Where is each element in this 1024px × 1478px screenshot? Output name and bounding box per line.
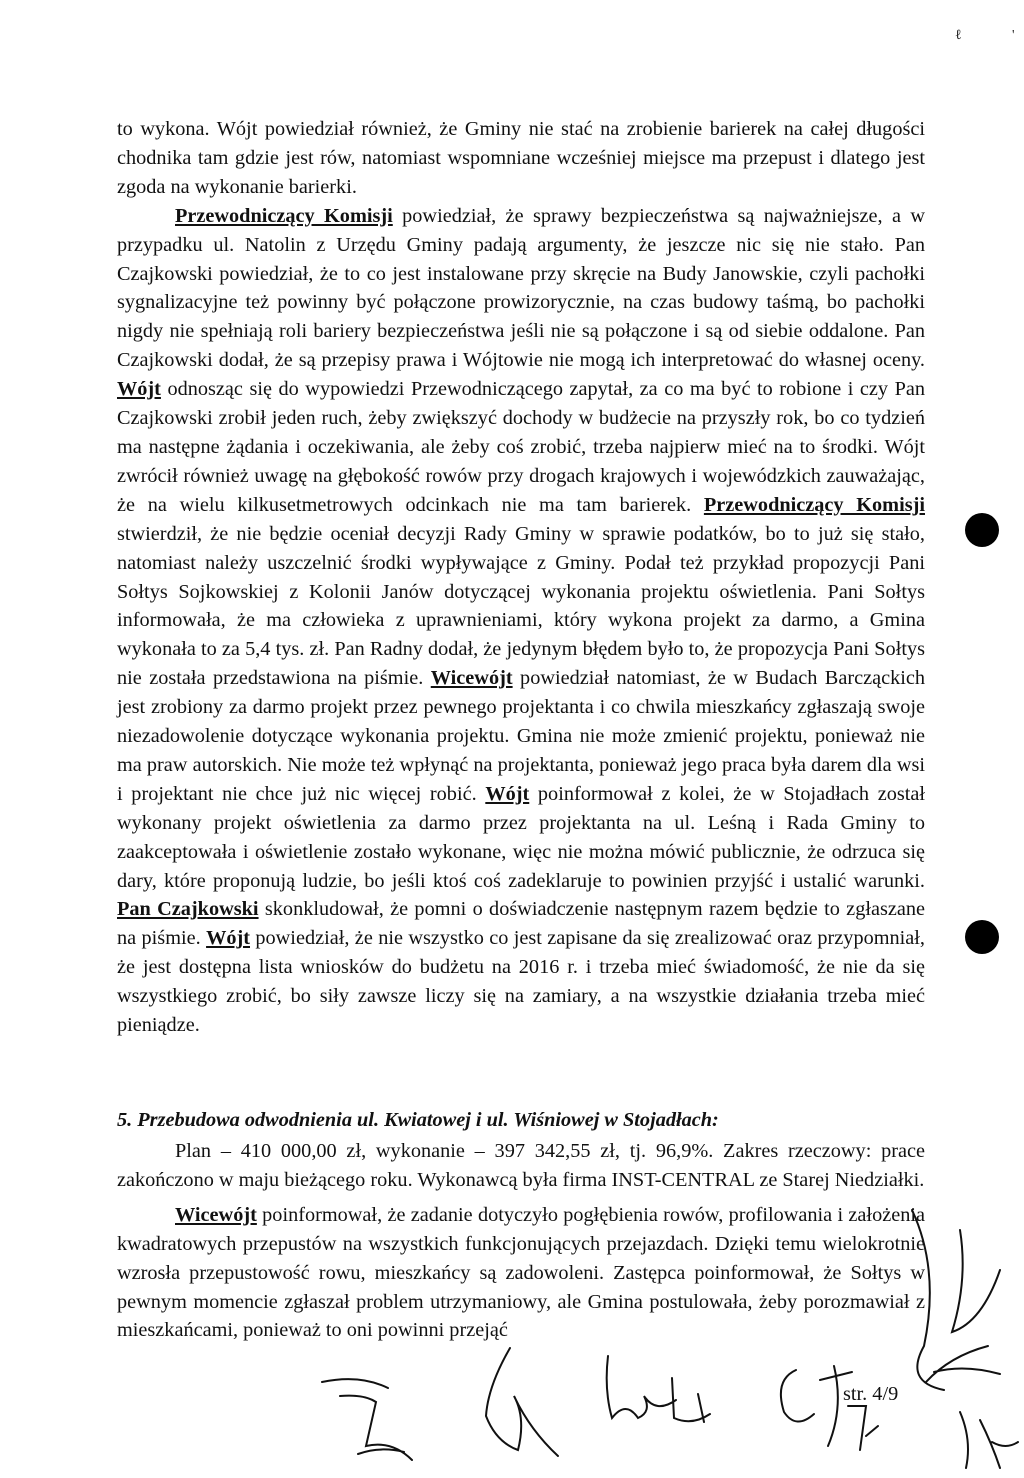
speaker-label: Pan Czajkowski xyxy=(117,898,259,921)
paragraph-text: stwierdził, że nie będzie oceniał decyzji Rady Gminy w sprawie podatków, bo to już się stało, natomiast należy uszczelnić środki wypływające z Gminy. Podał też przykład propozycji Pani Sołtys Sojkowskiej z Kolonii Janów dotyczącej wykonania projektu oświetlenia. Pani Sołtys informowała, że ma człowieka z uprawnieniami, który wykona projekt za darmo, a Gmina wykonała to za 5,4 tys. zł. Pan Radny dodał, że jedynym błędem było to, że propozycja Pani Sołtys nie została przedstawiona na piśmie. xyxy=(117,522,925,690)
speaker-label: Wicewójt xyxy=(175,1203,257,1226)
signature-mark-6 xyxy=(960,1412,1018,1468)
paragraph-text: odnosząc się do wypowiedzi Przewodniczącego zapytał, za co ma być to robione i czy Pan Czajkowski zrobił jeden ruch, żeby zwiększyć dochody w budżecie na przyszły rok, bo co tydzień ma następne żądania i oczekiwania, ale żeby coś zrobić, trzeba najpierw mieć na to środki. Wójt zwrócił również uwagę na głębokość rowów przy drogach krajowych i wojewódzkich zauważając, że na wielu kilkusetmetrowych odcinkach nie ma tam barierek. xyxy=(117,378,925,516)
section-heading: 5. Przebudowa odwodnienia ul. Kwiatowej i ul. Wiśniowej w Stojadłach: xyxy=(117,1109,719,1131)
punch-hole-lower xyxy=(965,920,999,954)
speaker-label: Wójt xyxy=(206,927,250,950)
paragraph-2 xyxy=(117,202,925,1040)
signature-mark-2 xyxy=(486,1348,558,1456)
speaker-label: Wójt xyxy=(117,378,161,401)
paragraph-text: skonkludował, że pomni o doświadczenie następnym razem będzie to zgłaszane na piśmie. xyxy=(117,898,926,950)
section-plan-text: Plan – 410 000,00 zł, wykonanie – 397 342,55 zł, tj. 96,9%. Zakres rzeczowy: prace zakończono w maju bieżącego roku. Wykonawcą była firma INST-CENTRAL ze Starej Niedziałki. xyxy=(117,1140,925,1191)
signature-mark-1 xyxy=(322,1379,412,1460)
section-paragraph-text: poinformował, że zadanie dotyczyło pogłębienia rowów, profilowania i założenia kwadratowych przepustów na wszystkich funkcjonujących przejazdach. Dzięki temu wielokrotnie wzrosła przepustowość rowu, mieszkańcy są zadowoleni. Zastępca poinformował, że Sołtys w pewnym momencie zgłaszał problem utrzymaniowy, ale Gmina postulowała, żeby porozmawiał z mieszkańcami, ponieważ to oni powinni przejąć xyxy=(117,1203,925,1342)
speaker-label: Przewodniczący Komisji xyxy=(175,204,393,227)
scan-mark-left: ℓ xyxy=(955,28,962,43)
speaker-label: Wicewójt xyxy=(430,667,513,690)
scan-mark-right: ' xyxy=(1012,28,1015,43)
paragraph-text: powiedział, że nie wszystko co jest zapisane da się zrealizować oraz przypomniał, że jest dostępna lista wniosków do budżetu na 2016 r. i trzeba mieć świadomość, że nie da się wszystkiego zrobić, bo siły zawsze liczy się na zamiary, a na wszystkie działania trzeba mieć pieniądze. xyxy=(117,927,925,1037)
signature-mark-3 xyxy=(607,1356,710,1422)
paragraph-1: to wykona. Wójt powiedział również, że Gminy nie stać na zrobienie barierek na całej długości chodnika tam gdzie jest rów, natomiast wspomniane wcześniej miejsce ma przepust i dlatego jest zgoda na wykonanie barierki. xyxy=(117,118,925,198)
signature-mark-5 xyxy=(912,1210,1000,1390)
paragraph-text: poinformował z kolei, że w Stojadłach został wykonany projekt oświetlenia za darmo przez projektanta na ul. Leśną i Rada Gminy to zaakceptowała i oświetlenie zostało wykonane, więc nie można mówić publicznie, że odrzuca się dary, które proponują ludzie, bo jeśli ktoś coś zadeklaruje to powinien przyjść i ustalić warunki. xyxy=(117,782,925,892)
speaker-label: Przewodniczący Komisji xyxy=(703,493,925,516)
speaker-label: Wójt xyxy=(485,782,530,805)
signature-mark-4 xyxy=(781,1366,878,1450)
punch-hole-upper xyxy=(965,513,999,547)
body-text xyxy=(117,115,925,1040)
page-number: str. 4/9 xyxy=(843,1383,899,1405)
paragraph-text: powiedział natomiast, że w Budach Barcząckich jest zrobiony za darmo projekt przez pewnego projektanta i co chwila mieszkańcy zgłaszają swoje niezadowolenie dotyczące wykonania projektu. Gmina nie może zmienić projektu, ponieważ nie ma praw autorskich. Nie może też wpłynąć na projektanta, ponieważ jego praca była darem dla wsi i projektant nie chce już nic więcej robić. xyxy=(117,667,925,805)
handwritten-signatures xyxy=(300,1150,1024,1478)
paragraph-text: powiedział, że sprawy bezpieczeństwa są najważniejsze, a w przypadku ul. Natolin z Urzędu Gminy padają argumenty, że jeszcze nic się nie stało. Pan Czajkowski powiedział, że to co jest instalowane przy skręcie na Budy Janowskie, czyli pachołki sygnalizacyjne też powinny być połączone prowizorycznie, na czas budowy taśmą, bo pachołki nigdy nie spełniają roli bariery bezpieczeństwa jeśli nie są połączone i są od siebie oddalone. Pan Czajkowski dodał, że są przepisy prawa i Wójtowie nie mogą ich interpretować do własnej oceny. xyxy=(117,204,925,372)
